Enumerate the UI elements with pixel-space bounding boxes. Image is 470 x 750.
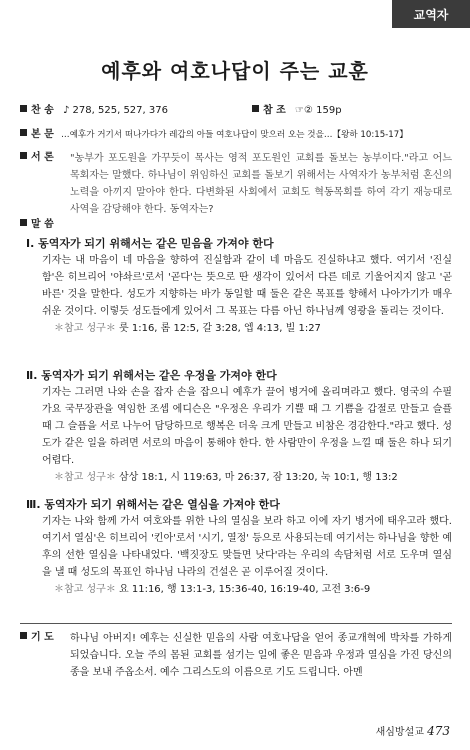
reference-value: ☞② 159p [295, 105, 342, 116]
prayer-label: 기 도 [31, 632, 54, 643]
scripture-refs-value: 룻 1:16, 롬 12:5, 갈 3:28, 엡 4:13, 빌 1:27 [119, 323, 321, 334]
point-heading: Ⅱ. 동역자가 되기 위해서는 같은 우정을 가져야 한다 [26, 369, 277, 382]
reference-label: 참 조 [263, 105, 286, 116]
intro-text: "농부가 포도원을 가꾸듯이 목사는 영적 포도원인 교회를 돌보는 농부이다."라고 어느 목회자는 말했다. 하나님이 위임하신 교회를 돌보기 위해서는 사역자가 농부처럼 혼신의 노력을 아끼지 말아야 한다. 다변화된 사회에서 교회도 혁동목회를 하여 각기 재능대로 사역을 감당해야 한다. 동역자는? [70, 153, 452, 215]
scripture-refs [26, 581, 452, 598]
page-title: 예후와 여호나답이 주는 교훈 [101, 59, 369, 83]
hymn-row [20, 103, 452, 119]
text-row [20, 127, 452, 143]
text-label: 본 문 [31, 129, 54, 140]
sermon-point-3 [26, 497, 452, 598]
scripture-refs [26, 320, 452, 337]
reference-block [252, 103, 342, 119]
book-title: 새심방설교 [375, 727, 424, 738]
hymn-value: ♪ 278, 525, 527, 376 [63, 105, 168, 116]
point-body: 기자는 내 마음이 네 마음을 향하여 진실함과 같이 네 마음도 진실하냐고 했다. 여기서 '진실함'은 히브리어 '야솨르'로서 '곧다'는 뜻으로 딴 생각이 있어서 다른 데로 기울어지지 않고 '곧바른' 것을 말한다. 성도가 지향하는 바가 동일할 때 둘은 같은 목표를 향해서 나아가기가 매우 쉬운 것이다. 이렇듯 성도들에게 있어서 그 목표는 다름 아닌 하나님께 영광을 돌리는 것이다. [42, 255, 452, 317]
intro-row [20, 150, 452, 218]
square-bullet-icon [20, 105, 27, 112]
square-bullet-icon [20, 632, 27, 639]
point-heading: Ⅲ. 동역자가 되기 위해서는 같은 열심을 가져야 한다 [26, 498, 280, 511]
sermon-point-1 [26, 236, 452, 337]
sermon-label: 말 씀 [31, 219, 54, 230]
scripture-refs-label: ＊참고 성구＊ [54, 323, 116, 334]
square-bullet-icon [20, 129, 27, 136]
square-bullet-icon [20, 219, 27, 226]
divider [20, 623, 452, 624]
point-body: 기자는 그러면 나와 손을 잡자 손을 잡으니 예후가 끌어 병거에 올리며라고 했다. 영국의 수필가요 국무장관을 역임한 조셉 에디슨은 "우정은 우리가 기쁠 때 그 기쁨을 갑절로 만들고 슬플 때 그 슬픔을 서로 나누어 담당하므로 행복은 더욱 크게 만들고 비참은 경감한다."라고 했다. 성도가 같은 일을 하려면 서로의 마음이 통해야 한다. 한 사람만이 우정을 느낄 때 둘은 하나 되기 어렵다. [42, 387, 452, 466]
intro-label: 서 론 [31, 152, 54, 163]
section-tab: 교역자 [392, 0, 470, 28]
point-body: 기자는 나와 함께 가서 여호와를 위한 나의 열심을 보라 하고 이에 자기 병거에 태우고라 했다. 여기서 열심'은 히브리어 '킨아'로서 '시기, 열정' 등으로 사용되는데 여기서는 하나님을 향한 예후의 선한 열심을 나타내었다. '백짓장도 맞들면 낫다'라는 우리의 속담처럼 서로 도우며 열심을 낼 때 성도의 목표인 하나님 나라의 건설은 곧 이루어질 것이다. [42, 516, 452, 578]
sermon-point-2 [26, 368, 452, 486]
square-bullet-icon [252, 105, 259, 112]
scripture-refs-label: ＊참고 성구＊ [54, 472, 116, 483]
scripture-refs-value: 요 11:16, 행 13:1-3, 15:36-40, 16:19-40, 고전 3:6-9 [119, 584, 371, 595]
page-footer [376, 723, 450, 738]
text-value: …예후가 거기서 떠나가다가 레갑의 아들 여호나답이 맞으러 오는 것을…【왕하 10:15-17】 [61, 130, 408, 140]
scripture-refs [26, 469, 452, 486]
prayer-text: 하나님 아버지! 예후는 신실한 믿음의 사람 여호나답을 얻어 종교개혁에 박차를 가하게 되었습니다. 오늘 주의 몸된 교회를 섬기는 일에 좋은 믿음과 우정과 열심을 가진 당신의 종을 보내 주옵소서. 예수 그리스도의 이름으로 기도 드립니다. 아멘 [70, 633, 452, 678]
scripture-refs-label: ＊참고 성구＊ [54, 584, 116, 595]
prayer-row [20, 630, 452, 681]
hymn-label: 찬 송 [31, 105, 54, 116]
point-heading: Ⅰ. 동역자가 되기 위해서는 같은 믿음을 가져야 한다 [26, 237, 274, 250]
page-number: 473 [427, 724, 450, 738]
scripture-refs-value: 삼상 18:1, 시 119:63, 마 26:37, 잠 13:20, 눅 10:1, 행 13:2 [119, 472, 398, 483]
sermon-label-row [20, 217, 452, 233]
square-bullet-icon [20, 152, 27, 159]
